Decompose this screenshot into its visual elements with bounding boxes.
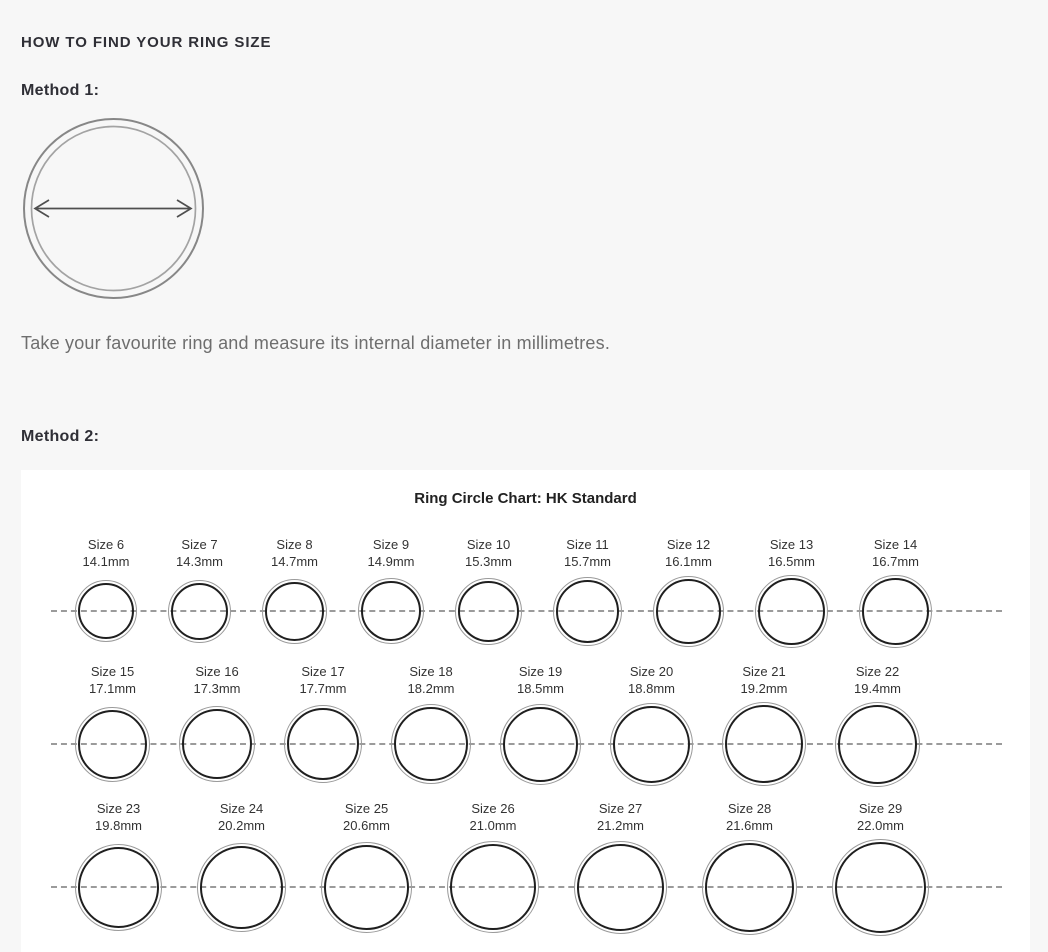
size-label: Size 6 (87, 537, 125, 552)
ring-diameter-diagram (22, 117, 205, 300)
ring-size-item (262, 536, 327, 570)
ring-circle-inner (200, 846, 283, 929)
size-label: Size 9 (372, 537, 410, 552)
size-label: Size 24 (219, 801, 264, 816)
ring-circle-inner (556, 580, 619, 643)
ring-circle-inner (613, 706, 690, 783)
ring-circle-inner (78, 583, 134, 639)
diameter-label: 14.3mm (176, 554, 223, 569)
ring-chart-panel (21, 470, 1030, 952)
ring-circle (500, 704, 581, 785)
ring-circle-inner (394, 707, 468, 781)
diameter-label: 17.1mm (89, 681, 136, 696)
size-label: Size 18 (409, 664, 453, 679)
size-label: Size 20 (629, 664, 674, 679)
diameter-label: 15.3mm (465, 554, 512, 569)
ring-size-item (321, 800, 412, 834)
ring-size-item (75, 536, 137, 570)
ring-row-labels (21, 800, 1030, 834)
diameter-label: 21.2mm (597, 818, 644, 833)
size-label: Size 12 (666, 537, 711, 552)
ring-size-item (168, 536, 231, 570)
ring-circle-inner (835, 842, 926, 933)
method-1-caption: Take your favourite ring and measure its internal diameter in millimetres. (21, 333, 611, 353)
ring-size-item (702, 800, 797, 834)
size-label: Size 23 (96, 801, 141, 816)
size-label: Size 7 (181, 537, 218, 552)
ring-circle (455, 578, 522, 645)
ring-circle (75, 844, 162, 931)
ring-circle (284, 705, 362, 783)
size-label: Size 27 (598, 801, 643, 816)
ring-circle-inner (324, 845, 409, 930)
ring-size-item (455, 536, 522, 570)
diameter-label: 17.7mm (299, 681, 347, 696)
ring-circle (859, 575, 932, 648)
method-1-label: Method 1: (21, 82, 100, 99)
ring-circle-inner (705, 843, 794, 932)
size-label: Size 10 (466, 537, 511, 552)
diameter-label: 16.7mm (872, 554, 919, 569)
ring-size-item (500, 663, 581, 697)
diameter-label: 21.0mm (469, 818, 517, 833)
ring-circle (653, 576, 724, 647)
size-label: Size 16 (195, 664, 239, 679)
ring-size-item (179, 663, 255, 697)
ring-circle-inner (265, 582, 324, 641)
diameter-label: 18.5mm (517, 681, 564, 696)
ring-circle-inner (838, 705, 917, 784)
ring-circle (702, 840, 797, 935)
ring-circle-inner (450, 844, 536, 930)
ring-circle-inner (577, 844, 664, 931)
size-label: Size 29 (858, 801, 903, 816)
size-label: Size 26 (471, 801, 515, 816)
ring-size-item (358, 536, 424, 570)
ring-circle-inner (78, 847, 159, 928)
ring-circle-inner (725, 705, 803, 783)
ring-row-circles (21, 838, 1030, 936)
ring-circle-inner (862, 578, 929, 645)
size-label: Size 11 (566, 537, 609, 552)
ring-size-item (722, 663, 806, 697)
ring-circle (447, 841, 539, 933)
size-label: Size 22 (855, 664, 900, 679)
ring-size-item (197, 800, 286, 834)
size-label: Size 21 (742, 664, 786, 679)
ring-circle-inner (361, 581, 421, 641)
ring-circle (321, 842, 412, 933)
ring-circle-inner (758, 578, 825, 645)
size-label: Size 28 (727, 801, 772, 816)
ring-circle (835, 702, 920, 787)
diameter-label: 19.8mm (95, 818, 142, 833)
diameter-label: 15.7mm (564, 554, 611, 569)
ring-circle (755, 575, 828, 648)
diameter-label: 14.7mm (271, 554, 318, 569)
ring-row-circles (21, 701, 1030, 787)
ring-row-labels (21, 536, 1030, 570)
ring-size-item (75, 663, 150, 697)
ring-size-item (447, 800, 539, 834)
ring-circle-inner (458, 581, 519, 642)
diameter-label: 17.3mm (193, 681, 241, 696)
ring-chart-title: Ring Circle Chart: HK Standard (414, 490, 637, 507)
ring-circle (610, 703, 693, 786)
ring-row-circles (21, 574, 1030, 648)
ring-circle (262, 579, 327, 644)
ring-size-item (832, 800, 929, 834)
ring-circle (391, 704, 471, 784)
method-2-label: Method 2: (21, 428, 100, 445)
diameter-arrow-icon (35, 200, 191, 217)
ring-circle-inner (182, 709, 252, 779)
ring-circle (832, 839, 929, 936)
diameter-label: 20.2mm (218, 818, 265, 833)
size-label: Size 15 (90, 664, 135, 679)
ring-circle (75, 707, 150, 782)
diameter-label: 22.0mm (857, 818, 904, 833)
ring-circle-inner (78, 710, 147, 779)
diameter-label: 16.1mm (665, 554, 712, 569)
size-label: Size 14 (873, 537, 918, 552)
diameter-label: 18.8mm (628, 681, 675, 696)
ring-size-item (553, 536, 622, 570)
diameter-label: 14.1mm (82, 554, 130, 569)
ring-circle (168, 580, 231, 643)
ring-size-item (755, 536, 828, 570)
diameter-label: 18.2mm (407, 681, 455, 696)
size-label: Size 17 (301, 664, 345, 679)
diameter-label: 14.9mm (367, 554, 415, 569)
diameter-label: 21.6mm (726, 818, 773, 833)
ring-diagram-svg (22, 117, 205, 300)
page-title: HOW TO FIND YOUR RING SIZE (21, 34, 272, 51)
ring-circle (75, 580, 137, 642)
ring-size-item (75, 800, 162, 834)
ring-row-labels (21, 663, 1030, 697)
diameter-label: 19.2mm (740, 681, 788, 696)
ring-circle (722, 702, 806, 786)
ring-size-item (610, 663, 693, 697)
ring-size-item (284, 663, 362, 697)
size-label: Size 25 (344, 801, 389, 816)
ring-size-item (574, 800, 667, 834)
ring-circle (574, 841, 667, 934)
ring-circle (358, 578, 424, 644)
ring-circle-inner (171, 583, 228, 640)
ring-size-item (391, 663, 471, 697)
size-label: Size 8 (276, 537, 313, 552)
diameter-label: 20.6mm (343, 818, 390, 833)
ring-circle (553, 577, 622, 646)
ring-size-item (835, 663, 920, 697)
ring-size-item (653, 536, 724, 570)
ring-circle-inner (656, 579, 721, 644)
size-label: Size 19 (518, 664, 563, 679)
ring-circle-inner (287, 708, 359, 780)
diameter-label: 19.4mm (854, 681, 901, 696)
size-label: Size 13 (769, 537, 814, 552)
diameter-label: 16.5mm (768, 554, 815, 569)
ring-size-item (859, 536, 932, 570)
ring-chart-rows (21, 536, 1030, 936)
ring-circle (197, 843, 286, 932)
ring-circle-inner (503, 707, 578, 782)
ring-circle (179, 706, 255, 782)
